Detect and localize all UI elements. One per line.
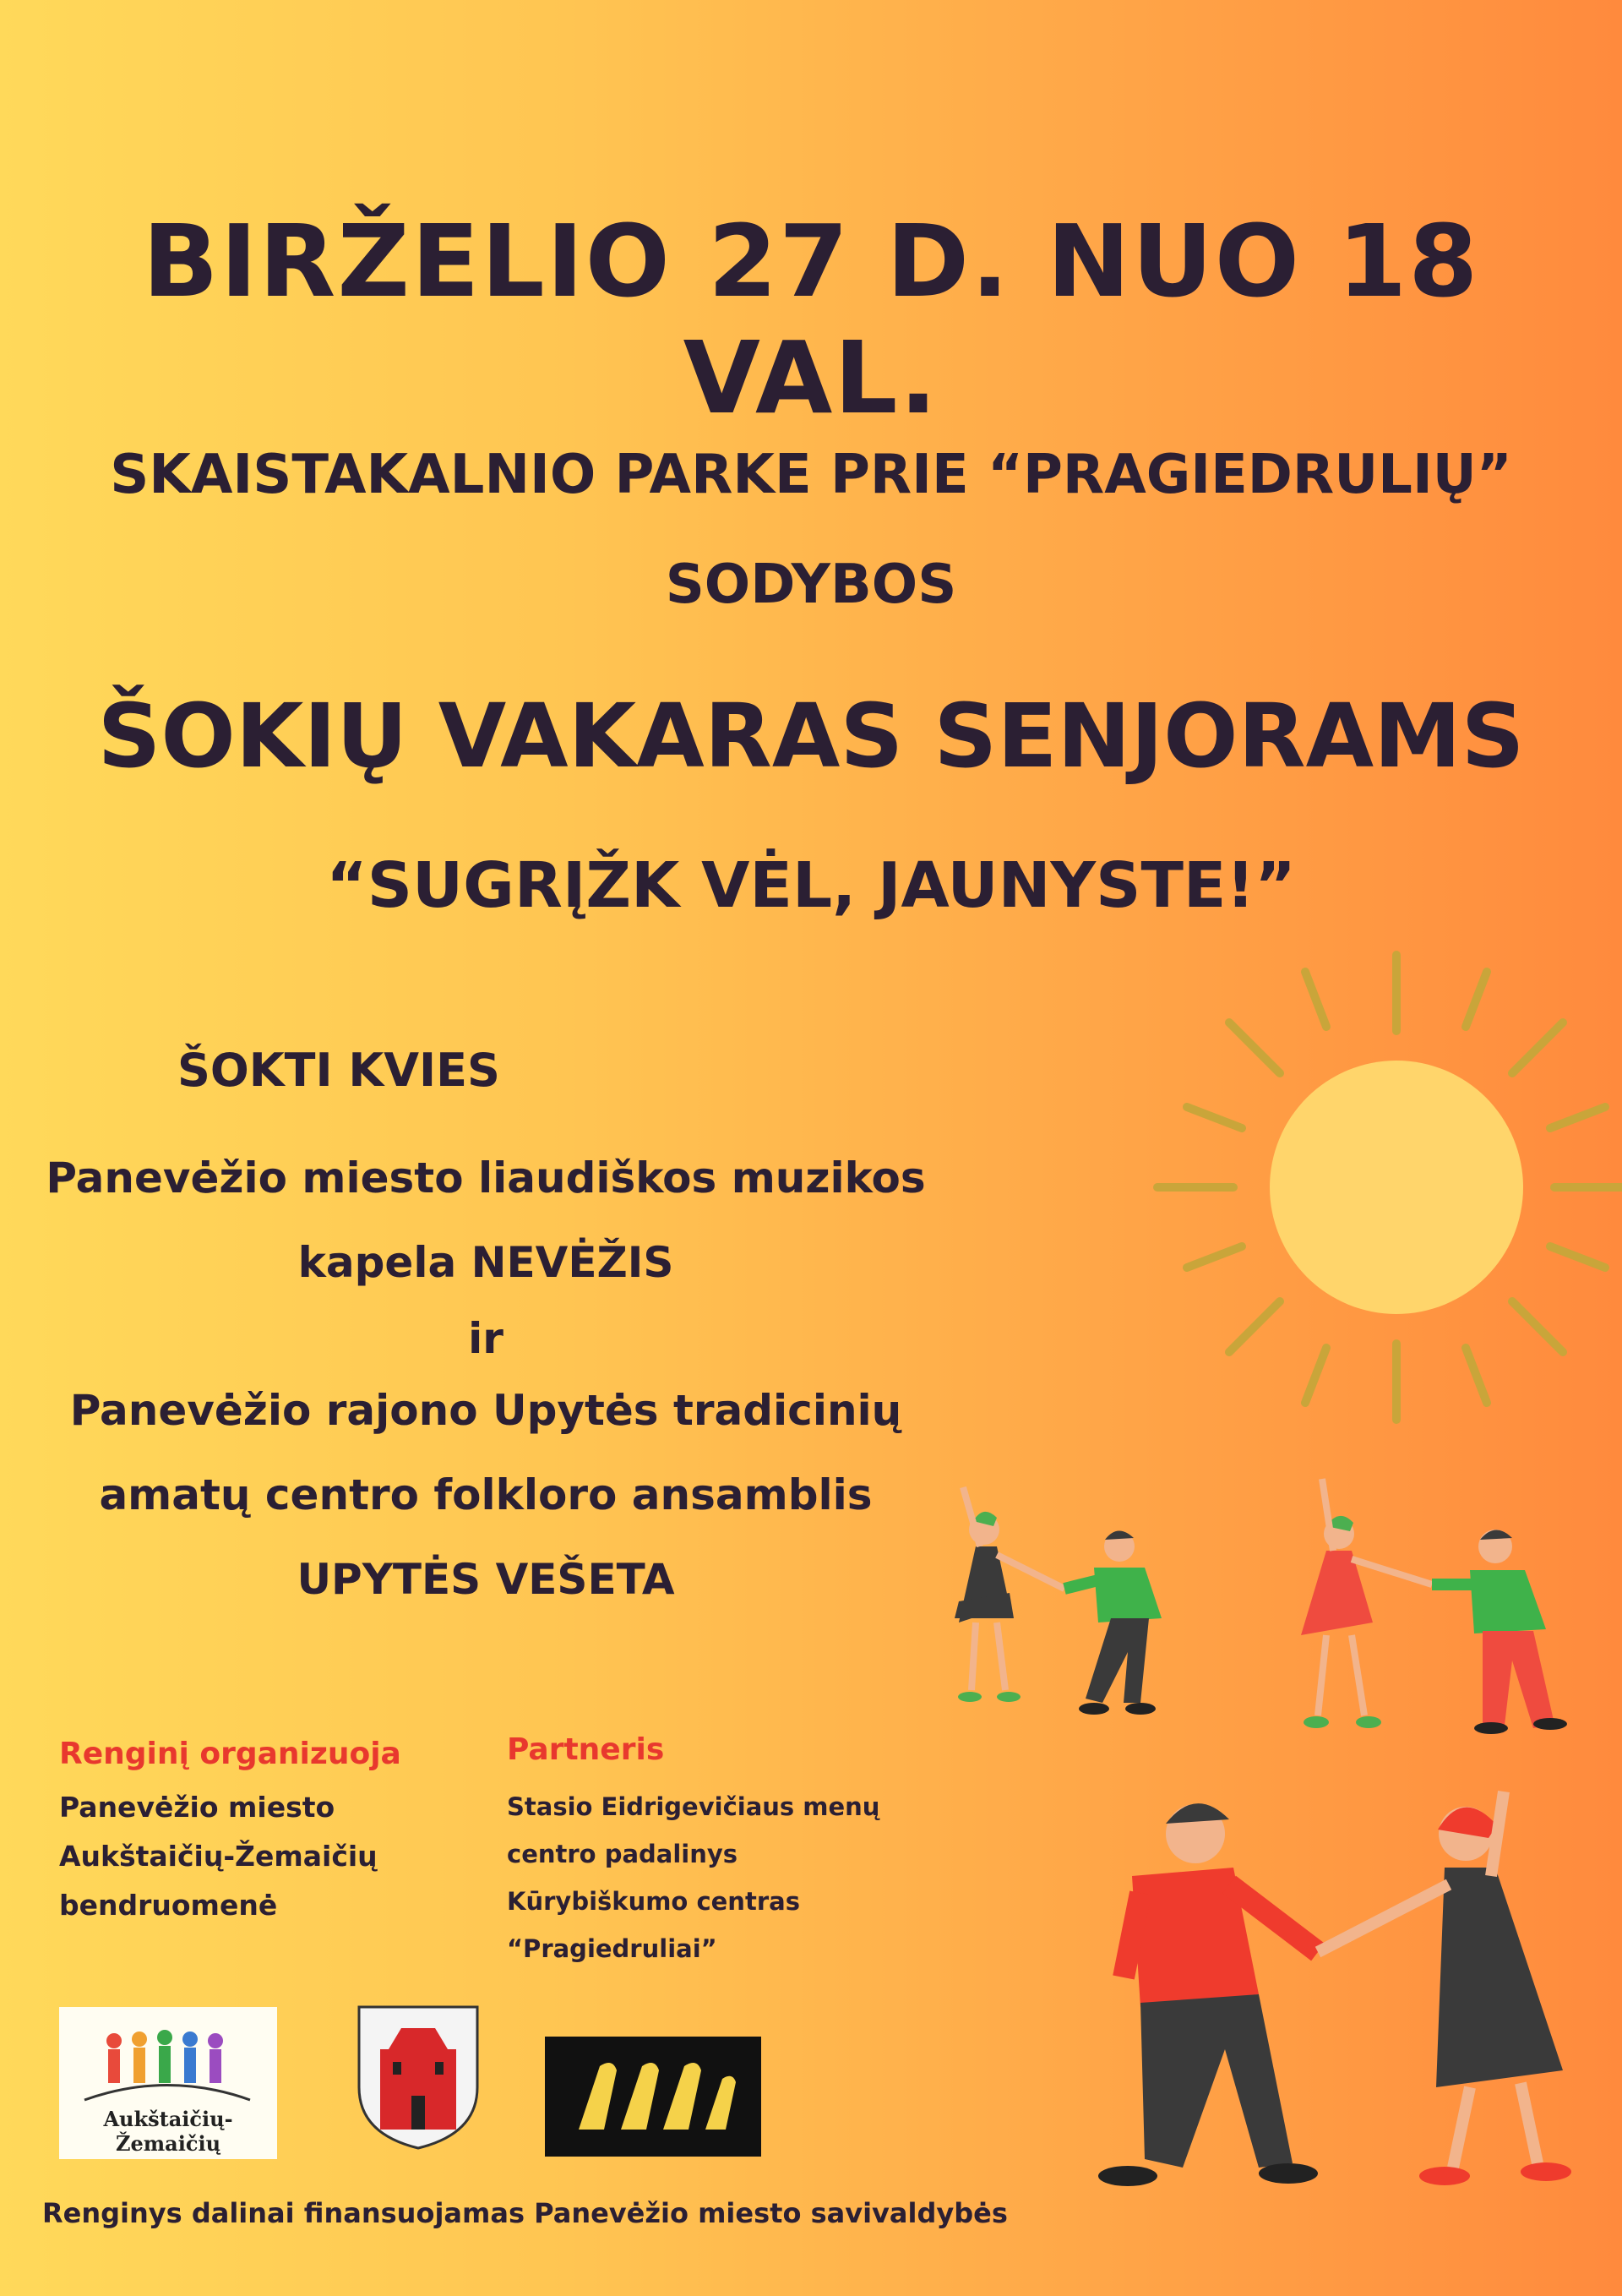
invite-line-3: ir [468,1314,503,1363]
date-line: BIRŽELIO 27 D. NUO 18 VAL. [142,203,1480,436]
community-logo [59,2007,277,2159]
place-line-2: SODYBOS [665,554,957,616]
invite-line-4: Panevėžio rajono Upytės tradicinių [69,1386,902,1435]
sun-icon [1149,946,1622,1437]
partner-logo [545,2037,761,2157]
place-line-1: SKAISTAKALNIO PARKE PRIE “PRAGIEDRULIŲ” [110,444,1512,506]
organizer-line-3: bendruomenė [59,1889,278,1922]
dancing-couple-2-illustration [1259,1470,1597,1775]
partner-line-1: Stasio Eidrigevičiaus menų [507,1792,880,1821]
dancing-couple-3-illustration [1048,1783,1605,2206]
invite-line-2: kapela NEVĖŽIS [297,1238,674,1287]
organizer-text [59,1783,378,1930]
organizer-line-1: Panevėžio miesto [59,1791,335,1824]
invite-heading: ŠOKTI KVIES [177,1044,500,1097]
dancing-couple-1-illustration [921,1479,1208,1732]
partner-line-4: “Pragiedruliai” [507,1934,717,1963]
funding-note: Renginys dalinai finansuojamas Panevėžio miesto savivaldybės [42,2197,1008,2229]
invite-line-5: amatų centro folkloro ansamblis [99,1470,873,1519]
event-title: ŠOKIŲ VAKARAS SENJORAMS [97,684,1525,788]
partner-line-3: Kūrybiškumo centras [507,1887,800,1916]
invite-line-1: Panevėžio miesto liaudiškos muzikos [46,1153,926,1203]
partner-text [507,1783,879,1972]
partner-heading: Partneris [507,1732,665,1767]
organizer-heading: Renginį organizuoja [59,1737,401,1771]
community-logo-text: Aukštaičių-Žemaičių [103,2107,233,2156]
organizer-line-2: Aukštaičių-Žemaičių [59,1840,378,1873]
partner-line-2: centro padalinys [507,1840,738,1868]
city-coat-of-arms [355,2003,482,2154]
invite-line-6: UPYTĖS VEŠETA [297,1555,675,1604]
event-subtitle: “SUGRĮŽK VĖL, JAUNYSTE!” [326,849,1296,922]
